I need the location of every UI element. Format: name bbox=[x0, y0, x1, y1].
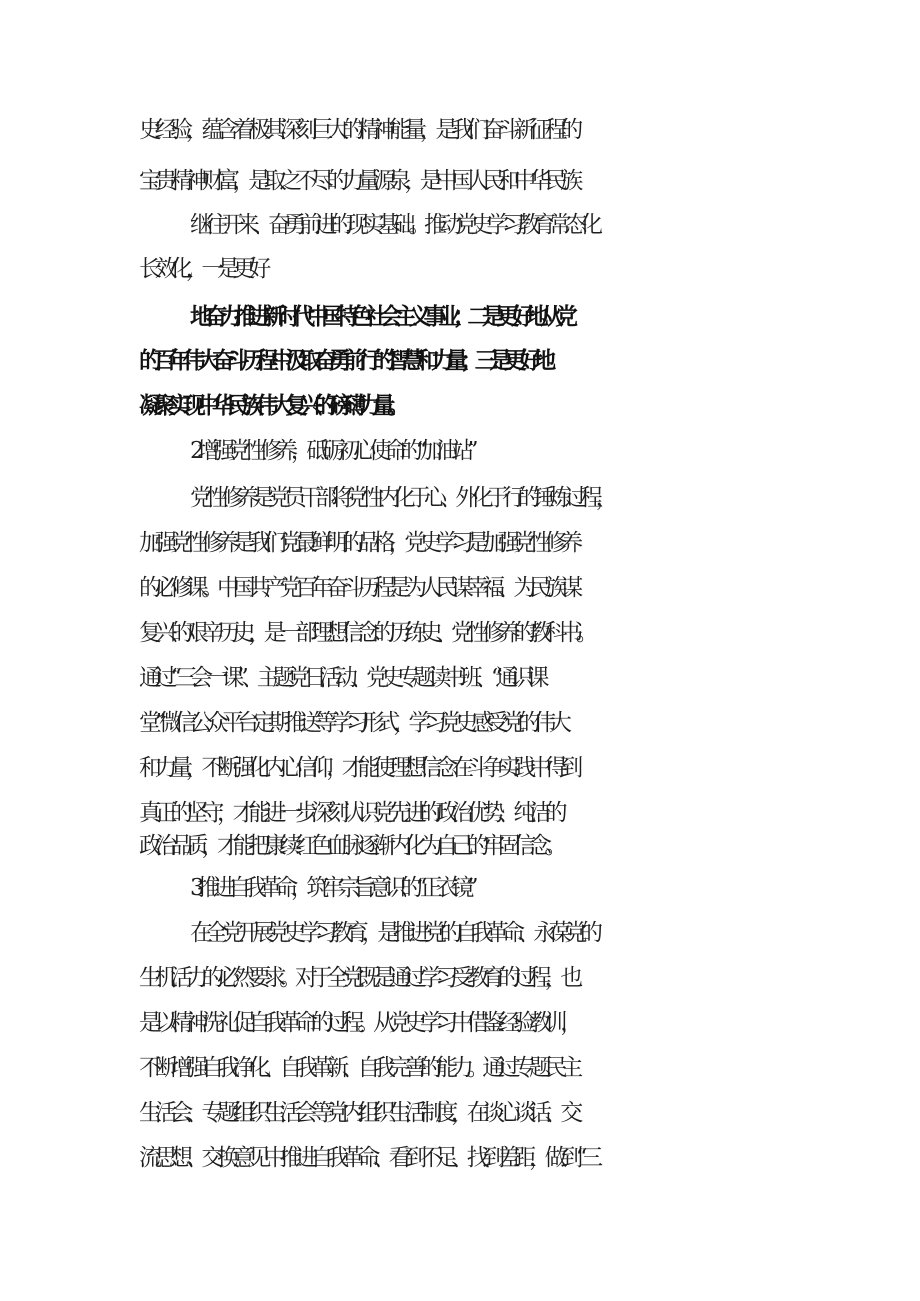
text-line: 在全党开展党史学习教育，是推进党的自我革命、永葆党的 bbox=[190, 920, 596, 946]
bold-text-line: 的百年伟大奋斗历程中汲取奋勇前行的智慧和力量；三是更好地 bbox=[139, 348, 548, 374]
section-heading-2: 2增强党性修养，砥砺初心使命的“加油站” bbox=[190, 438, 472, 464]
section-heading-3: 3推进自我革命，筑牢宗旨意识的“正衣镜” bbox=[190, 875, 472, 901]
text-line: 堂”微信公众平台定期推送等学习形式，学习党史感受党的伟大 bbox=[139, 710, 565, 736]
text-line: 加强党性修养是我们党最鲜明的品格，党史学习是加强党性修养 bbox=[139, 530, 576, 556]
text-line: 长效化，一是更好 bbox=[139, 256, 264, 282]
text-line: 通过“三会一课”、主题党日活动、党史专题读书班、“通识课 bbox=[139, 665, 543, 691]
text-line: 真正的坚守，才能进一步深刻认识党先进的政治优势、纯洁的 bbox=[139, 800, 561, 826]
text-line: 不断增强自我净化、自我革新、自我完善的能力。通过专题民主 bbox=[139, 1055, 576, 1081]
text-line: 史经验，蕴含着极其深刻巨大的精神能量，是我们奋斗新征程的 bbox=[139, 117, 576, 143]
text-line: 党性修养是党员干部将党性内化于心、外化于行的锤炼过程， bbox=[190, 485, 612, 511]
text-line: 生活会、专题组织生活会等党内组织生活制度，在谈心谈话、交 bbox=[139, 1100, 576, 1126]
text-line: 生机活力的必然要求。对于全党既是通过学习受教育的过程，也 bbox=[139, 965, 576, 991]
text-line: 宝贵精神财富，是取之不尽的力量源泉，是中国人民和中华民族 bbox=[139, 168, 576, 194]
text-line: 的必修课。中国共产党百年奋斗历程是为人民谋幸福、为民族谋 bbox=[139, 575, 576, 601]
bold-text-line: 凝聚实现中华民族伟大复兴的磅礴力量。 bbox=[139, 393, 402, 419]
text-line: 政治品质，才能把康续红色血脉逐渐内化为自己的牢固信念。 bbox=[139, 833, 561, 859]
text-line: 流思想、交换意见中推进自我革命、看到不足、找到差距，做到“三 bbox=[139, 1145, 596, 1171]
text-line: 复兴的艰辛历史，是一部理想信念的历练史、党性修养的教科书。 bbox=[139, 620, 592, 646]
text-line: 是以精神洗礼促自我革命的过程。从党史学习中借鉴经验教训， bbox=[139, 1010, 576, 1036]
text-line: 和力量，不断强化内心信仰，才能使理想信念在斗争实践中得到 bbox=[139, 755, 576, 781]
bold-text-line: 地奋力推进新时代中国特色社会主义事业；二是更好地从党 bbox=[190, 304, 570, 330]
text-line: 继往开来、奋勇前进的现实基础。推动党史学习教育常态化 bbox=[190, 212, 596, 238]
